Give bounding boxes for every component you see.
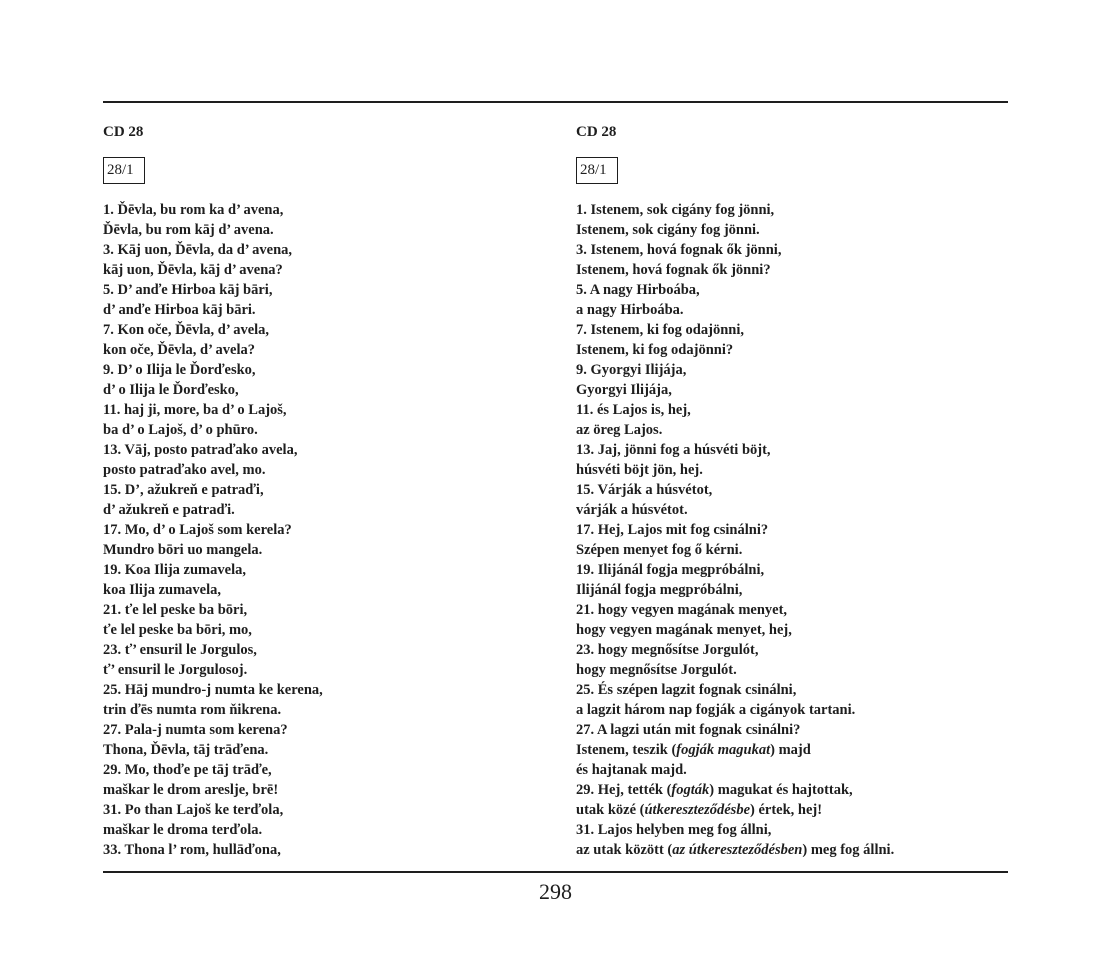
lyric-line: [576, 580, 1008, 600]
lyric-segment: 23. hogy megnősítse Jorgulót,: [576, 642, 759, 658]
lyric-line: [576, 260, 1008, 280]
lyric-line: [576, 400, 1008, 420]
lyric-line: trin ďēs numta rom ňikrena.: [103, 702, 282, 718]
lyric-segment: Istenem, sok cigány fog jönni.: [576, 222, 760, 238]
lyric-segment: 29. Hej, tették (: [576, 782, 672, 798]
lyric-segment: 5. A nagy Hirboába,: [576, 282, 700, 298]
lyric-line: [576, 440, 1008, 460]
lyric-line: 21. ťe lel peske ba bōri,: [103, 602, 248, 618]
lyric-line: [576, 640, 1008, 660]
lyric-line: [576, 240, 1008, 260]
lyric-line: 3. Kāj uon, Ďēvla, da d’ avena,: [103, 242, 293, 258]
lyric-line: 33. Thona l’ rom, hullāďona,: [103, 842, 281, 858]
lyric-line: 27. Pala-j numta som kerena?: [103, 722, 288, 738]
lyric-segment: utak közé (: [576, 802, 645, 818]
lyric-segment: Ilijánál fogja megpróbálni,: [576, 582, 743, 598]
italic-gloss: fogják magukat: [676, 742, 771, 758]
lyric-line: Mundro bōri uo mangela.: [103, 542, 263, 558]
track-number-box: 28/1: [103, 157, 145, 184]
lyric-segment: ) majd: [770, 742, 811, 758]
lyric-segment: a lagzit három nap fogják a cigányok tartani.: [576, 702, 856, 718]
lyric-line: 17. Mo, d’ o Lajoš som kerela?: [103, 522, 292, 538]
lyric-segment: 19. Ilijánál fogja megpróbálni,: [576, 562, 765, 578]
lyric-segment: 25. És szépen lagzit fognak csinálni,: [576, 682, 797, 698]
song-lyrics-hungarian: [576, 200, 1008, 860]
lyric-segment: 21. hogy vegyen magának menyet,: [576, 602, 788, 618]
hungarian-column: [576, 123, 1008, 860]
lyric-line: ť’ ensuril le Jorgulosoj.: [103, 662, 248, 678]
lyric-line: [576, 300, 1008, 320]
lyric-segment: várják a húsvétot.: [576, 502, 688, 518]
lyric-segment: ) értek, hej!: [750, 802, 823, 818]
romani-column: [103, 123, 543, 860]
lyric-line: 1. Ďēvla, bu rom ka d’ avena,: [103, 202, 284, 218]
lyric-line: posto patraďako avel, mo.: [103, 462, 266, 478]
lyric-line: [576, 560, 1008, 580]
lyric-line: 11. haj ji, more, ba d’ o Lajoš,: [103, 402, 287, 418]
lyric-segment: és hajtanak majd.: [576, 762, 687, 778]
lyric-line: [576, 720, 1008, 740]
lyric-segment: 31. Lajos helyben meg fog állni,: [576, 822, 772, 838]
lyric-segment: Szépen menyet fog ő kérni.: [576, 542, 743, 558]
lyric-segment: Istenem, ki fog odajönni?: [576, 342, 734, 358]
lyric-segment: 17. Hej, Lajos mit fog csinálni?: [576, 522, 769, 538]
italic-gloss: fogták: [671, 782, 710, 798]
top-rule: [103, 101, 1008, 103]
lyric-segment: ) magukat és hajtottak,: [709, 782, 853, 798]
lyric-line: [576, 380, 1008, 400]
lyric-line: 7. Kon oče, Ďēvla, d’ avela,: [103, 322, 270, 338]
lyric-segment: az öreg Lajos.: [576, 422, 663, 438]
lyric-line: ba d’ o Lajoš, d’ o phūro.: [103, 422, 258, 438]
lyric-line: [576, 800, 1008, 820]
cd-label: CD 28: [103, 124, 144, 140]
lyric-line: 25. Hāj mundro-j numta ke kerena,: [103, 682, 323, 698]
lyric-line: 29. Mo, thoďe pe tāj trāďe,: [103, 762, 272, 778]
lyric-segment: 13. Jaj, jönni fog a húsvéti böjt,: [576, 442, 771, 458]
page-number: 298: [539, 879, 572, 904]
lyric-line: [576, 840, 1008, 860]
lyric-line: [576, 780, 1008, 800]
italic-gloss: az útkereszteződésben: [672, 842, 803, 858]
lyric-line: [576, 760, 1008, 780]
lyric-line: Ďēvla, bu rom kāj d’ avena.: [103, 222, 274, 238]
lyric-line: koa Ilija zumavela,: [103, 582, 222, 598]
track-number-box: 28/1: [576, 157, 618, 184]
lyric-line: [576, 660, 1008, 680]
italic-gloss: útkereszteződésbe: [644, 802, 750, 818]
lyric-segment: húsvéti böjt jön, hej.: [576, 462, 703, 478]
lyric-segment: hogy vegyen magának menyet, hej,: [576, 622, 792, 638]
lyric-line: ťe lel peske ba bōri, mo,: [103, 622, 252, 638]
lyric-line: kāj uon, Ďēvla, kāj d’ avena?: [103, 262, 283, 278]
lyric-segment: 15. Várják a húsvétot,: [576, 482, 713, 498]
lyric-line: [576, 500, 1008, 520]
lyric-line: maškar le drom areslje, brē!: [103, 782, 279, 798]
lyric-line: d’ ažukreň e patraďi.: [103, 502, 235, 518]
lyric-line: 19. Koa Ilija zumavela,: [103, 562, 246, 578]
lyric-line: [576, 420, 1008, 440]
lyric-line: Thona, Ďēvla, tāj trāďena.: [103, 742, 269, 758]
lyric-line: [576, 480, 1008, 500]
lyric-line: d’ o Ilija le Ďorďesko,: [103, 382, 239, 398]
lyric-segment: az utak között (: [576, 842, 673, 858]
lyric-line: [576, 820, 1008, 840]
lyric-segment: 3. Istenem, hová fognak ők jönni,: [576, 242, 782, 258]
lyric-line: maškar le droma terďola.: [103, 822, 263, 838]
lyric-line: [576, 340, 1008, 360]
lyric-line: [576, 360, 1008, 380]
cd-label: CD 28: [576, 124, 617, 140]
lyric-line: d’ anďe Hirboa kāj bāri.: [103, 302, 256, 318]
lyric-line: kon oče, Ďēvla, d’ avela?: [103, 342, 255, 358]
lyric-segment: Gyorgyi Ilijája,: [576, 382, 672, 398]
lyric-line: [576, 320, 1008, 340]
lyric-segment: 7. Istenem, ki fog odajönni,: [576, 322, 744, 338]
lyric-segment: ) meg fog állni.: [802, 842, 895, 858]
lyric-line: 23. ť’ ensuril le Jorgulos,: [103, 642, 257, 658]
lyric-segment: 11. és Lajos is, hej,: [576, 402, 691, 418]
bottom-rule: [103, 871, 1008, 873]
lyric-segment: 9. Gyorgyi Ilijája,: [576, 362, 687, 378]
lyric-line: [576, 460, 1008, 480]
lyric-line: [576, 600, 1008, 620]
lyric-line: [576, 220, 1008, 240]
lyric-line: [576, 520, 1008, 540]
lyric-line: 5. D’ anďe Hirboa kāj bāri,: [103, 282, 273, 298]
lyric-line: 13. Vāj, posto patraďako avela,: [103, 442, 298, 458]
lyric-segment: Istenem, hová fognak ők jönni?: [576, 262, 771, 278]
lyric-segment: a nagy Hirboába.: [576, 302, 684, 318]
lyric-line: [576, 680, 1008, 700]
lyric-line: [576, 740, 1008, 760]
lyric-line: 9. D’ o Ilija le Ďorďesko,: [103, 362, 256, 378]
lyric-line: 15. D’, ažukreň e patraďi,: [103, 482, 264, 498]
lyric-segment: 1. Istenem, sok cigány fog jönni,: [576, 202, 775, 218]
song-lyrics-romani: [103, 200, 543, 860]
lyric-segment: hogy megnősítse Jorgulót.: [576, 662, 737, 678]
lyric-segment: 27. A lagzi után mit fognak csinálni?: [576, 722, 801, 738]
lyric-line: [576, 280, 1008, 300]
lyric-segment: Istenem, teszik (: [576, 742, 677, 758]
lyric-line: [576, 540, 1008, 560]
lyric-line: 31. Po than Lajoš ke terďola,: [103, 802, 284, 818]
lyric-line: [576, 620, 1008, 640]
lyric-line: [576, 700, 1008, 720]
lyric-line: [576, 200, 1008, 220]
